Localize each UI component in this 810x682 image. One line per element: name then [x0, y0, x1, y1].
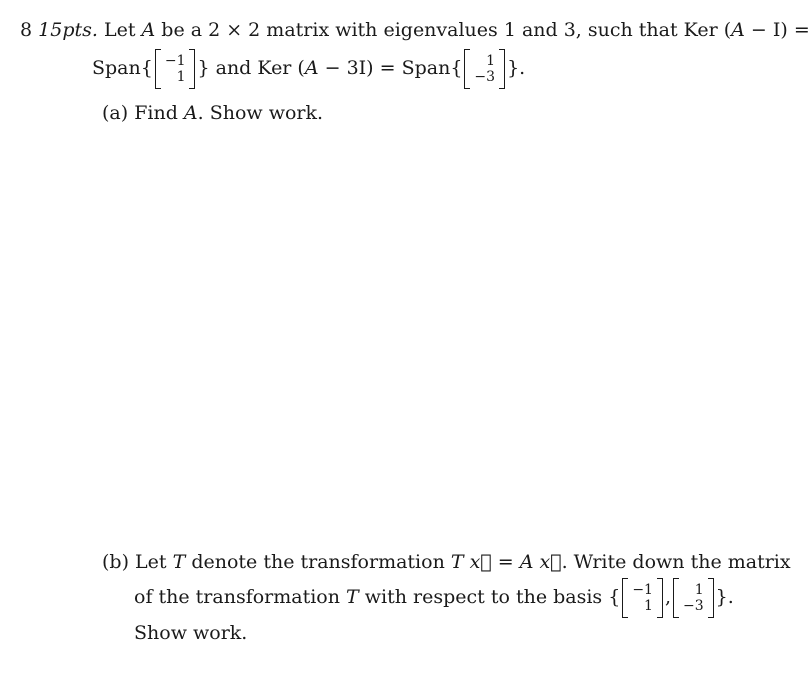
- problem-points: 15pts.: [38, 19, 98, 41]
- var-A: A: [183, 102, 198, 124]
- vector-entry: −3: [683, 598, 704, 614]
- intro-text: Let: [103, 19, 136, 41]
- part-a: [102, 101, 323, 125]
- part-b-text: of the transformation: [134, 586, 340, 608]
- var-A: A: [731, 19, 745, 41]
- part-b-text: Let: [135, 551, 167, 573]
- var-A: A: [141, 19, 156, 41]
- vector-entry: 1: [486, 53, 496, 69]
- part-b-line-2: [134, 577, 734, 618]
- part-a-text-2: . Show work.: [197, 102, 324, 124]
- kernel-expr-1: − I) =: [744, 19, 810, 41]
- part-b-line-3: [134, 621, 247, 645]
- part-b-show-work: Show work.: [134, 622, 248, 644]
- part-b-text: with respect to the basis {: [364, 586, 621, 608]
- basis-close: }.: [715, 586, 734, 608]
- vector-entry: −3: [474, 69, 496, 85]
- span-text: Span{: [92, 57, 153, 79]
- kernel-text: } and Ker (: [197, 57, 305, 79]
- part-b-label: (b): [102, 551, 129, 573]
- vector-entry: 1: [694, 582, 704, 598]
- var-A: A: [304, 57, 319, 79]
- part-a-text: Find: [134, 102, 178, 124]
- problem-number: 8: [20, 19, 33, 41]
- part-b-text: . Write down the matrix: [561, 551, 791, 573]
- vector-entry: 1: [176, 69, 186, 85]
- vector-entry: 1: [644, 598, 653, 614]
- basis-vector-1: [622, 578, 663, 618]
- problem-line-1: [20, 18, 810, 42]
- eigenvector-2: [464, 49, 505, 89]
- eigenvector-1: [155, 49, 196, 89]
- expr-Tx: T x⃗: [450, 551, 492, 573]
- expr-Ax: A x⃗: [519, 551, 562, 573]
- problem-line-2: [92, 48, 525, 89]
- part-a-label: (a): [102, 102, 129, 124]
- comma: ,: [664, 586, 671, 608]
- var-T: T: [172, 551, 186, 573]
- intro-text-2: be a 2 × 2 matrix with eigenvalues 1 and 3, such that Ker (: [161, 19, 732, 41]
- basis-vector-2: [673, 578, 714, 618]
- kernel-expr-2: − 3I) = Span{: [318, 57, 463, 79]
- var-T: T: [346, 586, 359, 608]
- equals-sign: =: [491, 551, 520, 573]
- part-b-line-1: [102, 550, 791, 574]
- span-close: }.: [507, 57, 526, 79]
- vector-entry: −1: [164, 53, 186, 69]
- vector-entry: −1: [632, 582, 653, 598]
- part-b-text: denote the transformation: [191, 551, 445, 573]
